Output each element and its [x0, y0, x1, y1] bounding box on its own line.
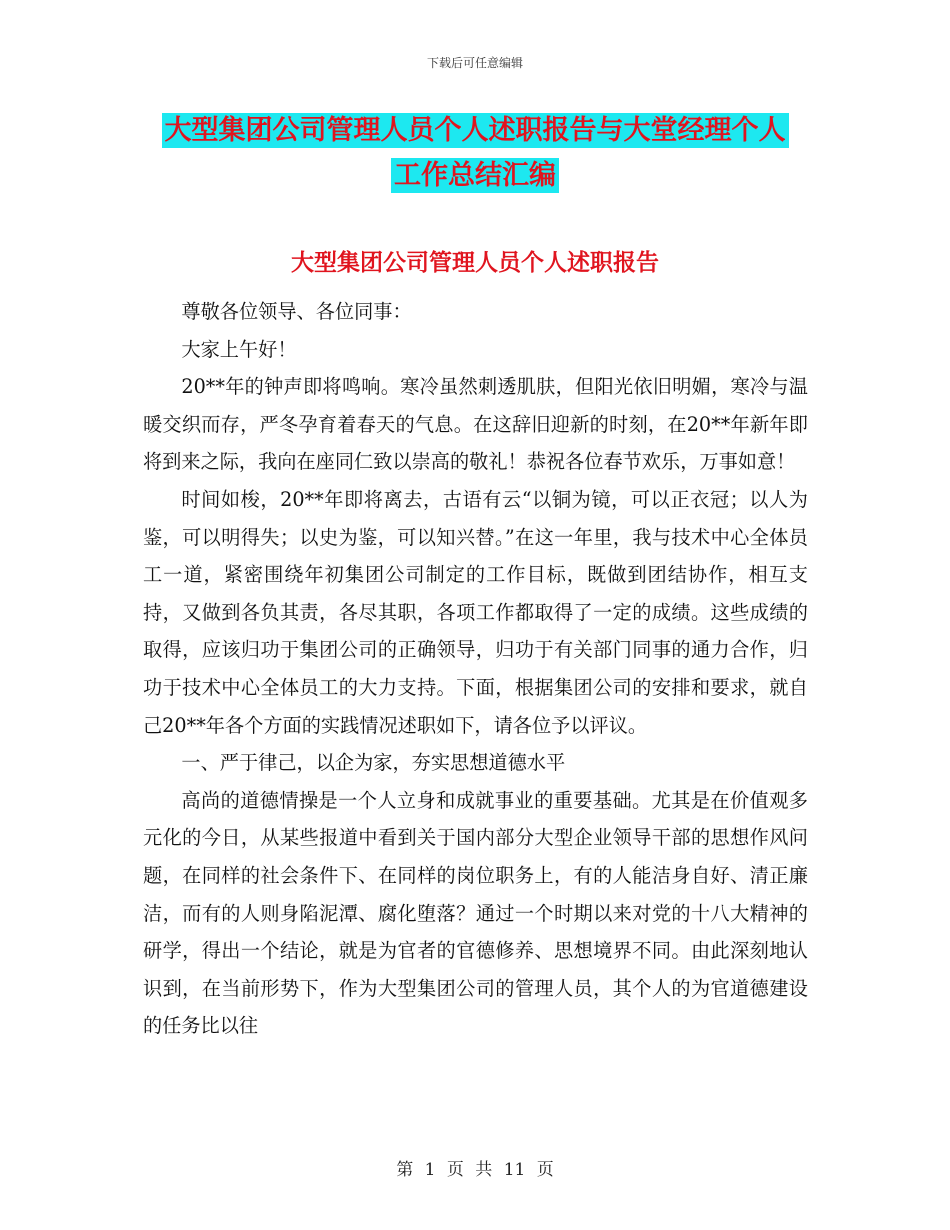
header-note: 下载后可任意编辑	[426, 56, 523, 70]
paragraph: 时间如梭，20**年即将离去，古语有云“以铜为镜，可以正衣冠；以人为鉴，可以明得失；以史为鉴，可以知兴替。”在这一年里，我与技术中心全体员工一道，紧密围绕年初集团公司制定的工作目标，既做到团结协作，相互支持，又做到各负其责，各尽其职，各项工作都取得了一定的成绩。这些成绩的取得，应该归功于集团公司的正确领导，归功于有关部门同事的通力合作，归功于技术中心全体员工的大力支持。下面，根据集团公司的安排和要求，就自己20**年各个方面的实践情况述职如下，请各位予以评议。	[143, 487, 808, 737]
page-footer: 第 1 页 共 11 页	[396, 1160, 554, 1180]
paragraph-salutation: 尊敬各位领导、各位同事：	[181, 300, 412, 323]
paragraph: 20**年的钟声即将鸣响。寒冷虽然刺透肌肤，但阳光依旧明媚，寒冷与温暖交织而存，严冬孕育着春天的气息。在这辞旧迎新的时刻，在20**年新年即将到来之际，我向在座同仁致以崇高的敬礼！恭祝各位春节欢乐，万事如意！	[143, 375, 808, 474]
paragraph-greeting: 大家上午好！	[181, 337, 297, 361]
paragraph: 高尚的道德情操是一个人立身和成就事业的重要基础。尤其是在价值观多元化的今日，从某些报道中看到关于国内部分大型企业领导干部的思想作风问题，在同样的社会条件下、在同样的岗位职务上，有的人能洁身自好、清正廉洁，而有的人则身陷泥潭、腐化堕落？通过一个时期以来对党的十八大精神的研学，得出一个结论，就是为官者的官德修养、思想境界不同。由此深刻地认识到，在当前形势下，作为大型集团公司的管理人员，其个人的为官道德建设的任务比以往	[143, 788, 808, 1038]
paragraph-heading: 一、严于律己，以企为家，夯实思想道德水平	[181, 751, 566, 775]
section-title: 大型集团公司管理人员个人述职报告	[291, 250, 659, 276]
body-text	[143, 293, 808, 1045]
document-title-text: 大型集团公司管理人员个人述职报告与大堂经理个人工作总结汇编	[162, 113, 789, 193]
document-title	[150, 108, 800, 198]
